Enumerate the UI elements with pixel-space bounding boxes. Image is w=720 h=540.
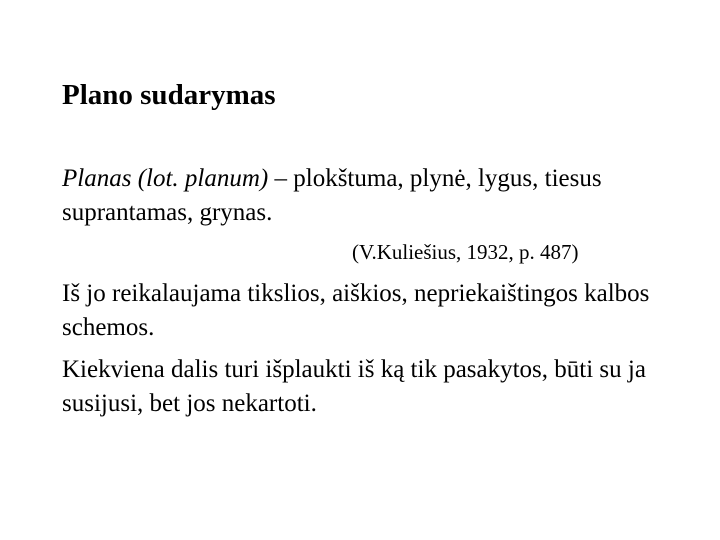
body-paragraph-2: Kiekviena dalis turi išplaukti iš ką tik pasakytos, būti su ja susijusi, bet jos nekartoti. bbox=[62, 356, 646, 417]
slide-title: Plano sudarymas bbox=[62, 79, 276, 111]
definition-text: – plokštuma, plynė, lygus, tiesus suprantamas, grynas. bbox=[62, 165, 602, 226]
definition-paragraph bbox=[62, 162, 682, 230]
citation: (V.Kuliešius, 1932, p. 487) bbox=[352, 240, 579, 264]
definition-term: Planas (lot. planum) bbox=[62, 165, 269, 192]
body-paragraph-1: Iš jo reikalaujama tikslios, aiškios, nepriekaištingos kalbos schemos. bbox=[62, 280, 650, 341]
